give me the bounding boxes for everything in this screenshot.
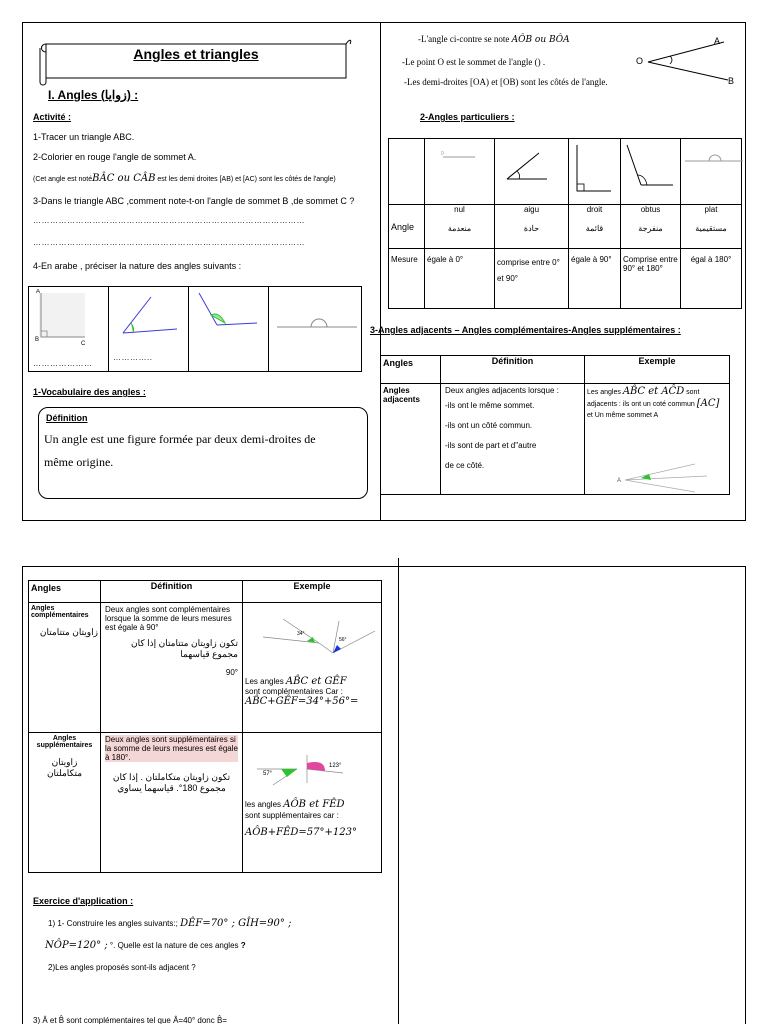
adj-h-angles: Angles [381,356,441,384]
acute-angle-figure [111,289,189,349]
pa-plat-cell [681,205,742,249]
cs-comp-ex-text [245,677,379,707]
activity-line-2: 2-Colorier en rouge l'angle de sommet A. [33,152,197,162]
adj-ex-suffix: sont adjacents : ils ont un coté commun [587,389,700,408]
adj-ex-prefix: Les angles [587,389,623,396]
right-angle-figure [31,289,109,349]
svg-text:C: C [81,341,86,347]
cs-supp-ex-text [245,799,379,838]
section1-heading-text: I. Angles (زوايا) : [48,88,139,102]
angle-box-dots-1: ………………… [33,359,93,368]
adj-ex-math: AB̂C et AĈD [622,386,685,397]
comp-angle-2: 56° [339,637,347,643]
vertex-line: -Le point O est le sommet de l'angle () . [402,57,546,67]
adj-ex-text [587,386,727,421]
exercise-line-1-text: 1) 1- Construire les angles suivants:; [48,919,181,928]
cs-supp-ex-cell [243,733,382,873]
svg-text:0: 0 [441,151,444,157]
cs-comp-def-cell [101,603,243,733]
adj-def-3: -ils sont de part et d"autre [445,441,537,450]
cs-comp-ar-label: زاويتان متتامتان [39,627,98,637]
cs-comp-def-ar: تكون زاويتان متتامتان إذا كان مجموع قياسهما [130,638,238,659]
pa-droit-cell [569,205,621,249]
adj-ex-cell [585,384,730,495]
pa-fig-nul [425,139,495,205]
pa-fig-obtus [621,139,681,205]
supplementary-figure [253,749,383,799]
label-b: B [728,76,735,86]
adjacent-table [380,355,730,495]
angle-box-flat [269,287,362,372]
aigu-angle-figure [497,147,567,197]
cs-supp-ex-prefix: les angles [245,800,284,809]
exercise-heading: Exercice d'application : [33,896,134,906]
page-title: Angles et triangles [133,46,259,62]
pa-name-plat: plat [704,205,718,214]
exercise-line-2-text: °. Quelle est la nature de ces angles [107,941,241,950]
cs-supp-ex-eq: AÔB+FÊD=57°+123° [245,827,357,838]
adj-def-4: de ce côté. [445,461,485,470]
adj-def-0: Deux angles adjacents lorsque : [445,386,559,395]
answer-dots-2: …………………………………………………………………………………… [33,238,305,247]
comp-angle-1: 34° [297,631,305,637]
adj-def-1: -ils ont le même sommet. [445,401,535,410]
pa-name-nul: nul [454,205,465,214]
adj-ex-end: et Un même sommet A [587,412,659,419]
cs-supp-def: Deux angles sont supplémentaires si la somme de leurs mesures est égale à 180°. [105,735,238,762]
exercise-line-4: 3) Â et B̂ sont complémentaires tel que Â=40° donc B̂= [33,1016,227,1024]
pa-obtus-cell [621,205,681,249]
cs-supp-label: Angles supplémentaires [36,735,93,749]
angle-box-right [29,287,109,372]
pa-ar-plat: مستقيمية [695,224,727,233]
supp-angle-2: 123° [329,763,342,769]
section1-heading [48,88,138,102]
label-o: O [636,56,644,66]
adj-h-ex: Exemple [585,356,730,384]
svg-text:A: A [36,289,41,295]
complementary-figure [253,609,383,659]
notation-text: -L'angle ci-contre se note [418,34,512,44]
supp-angle-1: 57° [263,771,273,777]
pa-mesure-nul: égale à 0° [425,249,495,309]
cs-comp-ex-math: AB̂C et GÊF [285,676,347,687]
activity-line-4: 3-Dans le triangle ABC ,comment note-t-on l'angle de sommet B ,de sommet C ? [33,196,355,206]
pa-mesure-obtus: Comprise entre 90° et 180° [621,249,681,309]
cs-supp-ex-mid: sont supplémentaires car : [245,811,339,820]
pa-fig-aigu [495,139,569,205]
definition-label: Définition [46,413,88,423]
exercise-line-3: 2)Les angles proposés sont-ils adjacent ? [48,963,196,972]
definition-text: Un angle est une figure formée par deux demi-droites de même origine. [44,432,316,469]
pa-ar-obtus: منفرجة [638,224,663,233]
exercise-line-2-math: NÔP=120° ; [45,940,108,951]
adj-ex-seg: [AC] [696,398,720,409]
angle-box-dots-2: ………….. [113,353,153,362]
label-a: A [714,36,721,46]
notation-math: AÔB ou BÔA [511,35,570,45]
flat-angle-figure [273,289,363,349]
exercise-line-1 [48,918,291,929]
pa-ar-droit: قائمة [585,224,604,233]
arabic-angle-boxes [28,286,362,372]
pa-empty-cell [389,139,425,205]
pa-name-droit: droit [586,205,603,214]
droit-angle-figure [571,143,621,199]
comp-supp-table [28,580,382,873]
pa-mesure-droit: égale à 90° [569,249,621,309]
adj-label: Angles adjacents [381,384,441,495]
cs-comp-def: Deux angles sont complémentaires lorsque la somme de leurs mesures est égale à 90° [105,605,232,632]
angle-box-acute [109,287,189,372]
adj-h-def: Définition [441,356,585,384]
cs-h-angles: Angles [29,581,101,603]
pa-name-aigu: aigu [523,205,540,214]
cs-comp-ex-eq: AB̂C+GÊF=34°+56°= [245,696,359,707]
pa-ar-aigu: حادة [523,224,540,233]
cs-h-ex: Exemple [243,581,382,603]
pa-label-angle: Angle [389,205,425,249]
cs-comp-ex-mid: sont complémentaires Car : [245,687,343,696]
exercise-line-2 [45,940,246,951]
adj-def-cell [441,384,585,495]
cs-supp-ar-label: زاويتان متكاملتان [46,757,83,778]
activity-label: Activité : [33,112,72,122]
pa-mesure-plat: égal à 180° [681,249,742,309]
pa-aigu-cell [495,205,569,249]
exercise-line-1-math: DÊF=70° ; GÎH=90° ; [180,918,292,929]
adj-def-2: -ils ont un côté commun. [445,421,533,430]
activity-line-1: 1-Tracer un triangle ABC. [33,132,135,142]
cs-supp-def-cell [101,733,243,873]
cs-supp-label-cell [29,733,101,873]
pa-label-mesure: Mesure [389,249,425,309]
section3-heading: 3-Angles adjacents – Angles complémentaires-Angles supplémentaires : [370,325,681,335]
angle-box-obtuse [189,287,269,372]
obtuse-angle-figure [191,289,269,349]
nul-angle-figure [427,147,495,187]
plat-angle-figure [683,147,747,187]
cs-comp-label-cell [29,603,101,733]
activity-line-3-math: BÂC ou CÂB [92,173,156,184]
cs-h-def: Définition [101,581,243,603]
pa-nul-cell [425,205,495,249]
pa-fig-plat [681,139,742,205]
pa-mesure-aigu: comprise entre 0° et 90° [495,249,569,309]
angle-aob-figure [628,30,758,90]
pa-name-obtus: obtus [640,205,661,214]
pa-fig-droit [569,139,621,205]
cs-comp-label: Angles complémentaires [31,605,89,619]
activity-line-3a: (Cet angle est noté [33,176,93,183]
activity-line-5: 4-En arabe , préciser la nature des angles suivants : [33,261,242,271]
pa-ar-nul: منعدمة [447,224,472,233]
answer-dots-1: …………………………………………………………………………………… [33,216,305,225]
svg-text:A: A [617,478,622,484]
particular-heading: 2-Angles particuliers : [420,112,515,122]
exercise-line-2-q: ? [240,941,246,950]
obtus-angle-figure [623,143,681,199]
cs-comp-def-ar-value: 90° [225,668,238,677]
cs-comp-ex-cell [243,603,382,733]
notation-line [418,34,570,45]
sides-line: -Les demi-droites [OA) et [OB) sont les côtés de l'angle. [404,77,608,87]
activity-line-3 [33,173,336,184]
cs-supp-def-ar: تكون زاويتان متكاملتان . إذا كان مجموع 180°. قياسهما يساوي [112,772,231,793]
cs-comp-ex-prefix: Les angles [245,677,286,686]
particular-angles-table [388,138,742,309]
activity-line-3b: est les demi droites [AB) et [AC) sont les côtés de l'angle) [155,176,336,183]
cs-supp-ex-math: AÔB et FÊD [283,799,345,810]
vocab-heading: 1-Vocabulaire des angles : [33,387,146,397]
adjacent-figure [615,460,725,500]
page2-column-divider [398,558,399,1024]
svg-text:B: B [35,337,40,343]
